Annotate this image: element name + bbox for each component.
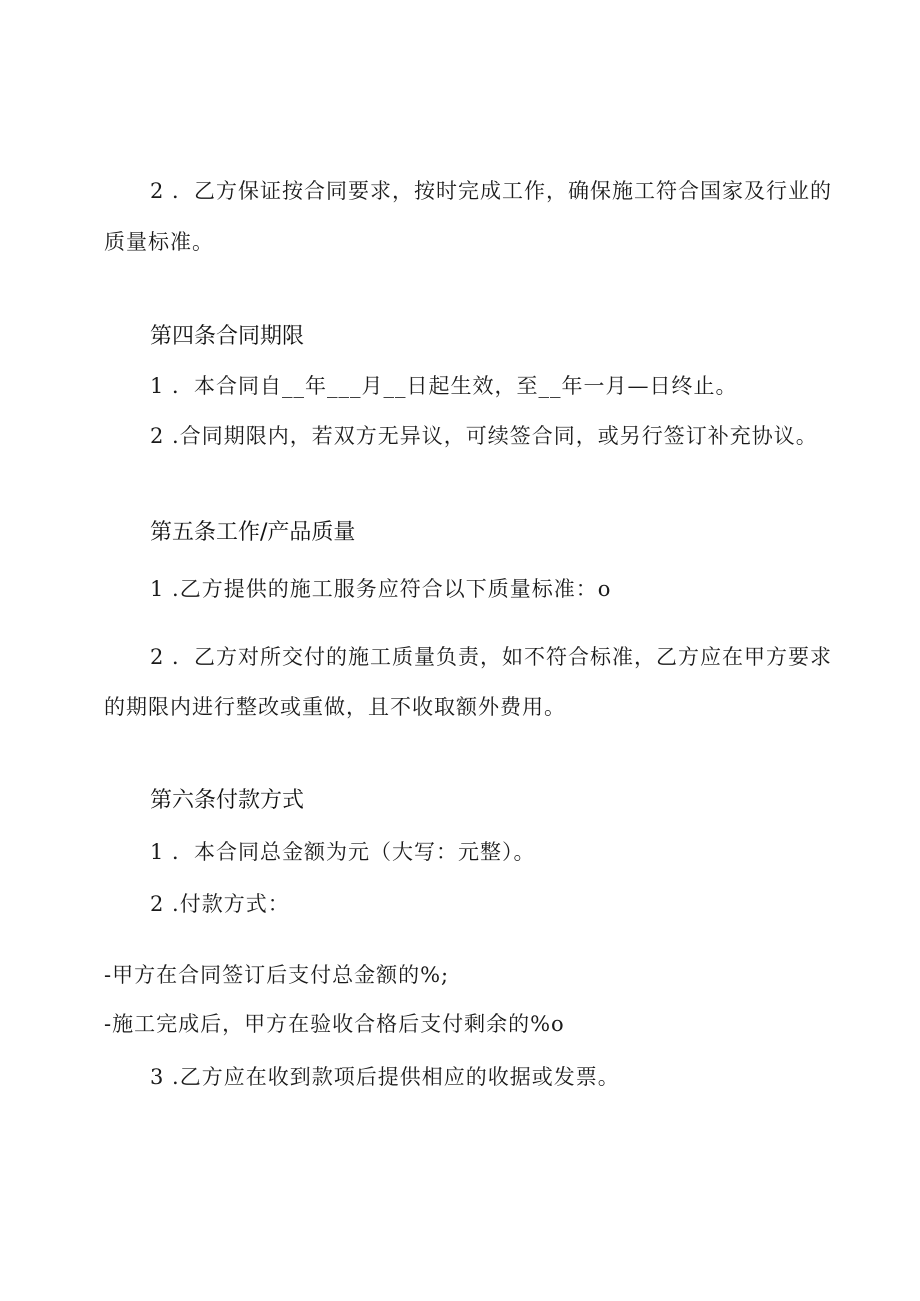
article6-bullet2: -施工完成后，甲方在验收合格后支付剩余的%o [104, 1012, 565, 1036]
article5-heading: 第五条工作/产品质量 [150, 520, 356, 545]
article4-item1: 1 ．本合同自__年___月__日起生效，至__年一月—日终止。 [150, 374, 738, 398]
article6-bullet1: -甲方在合同签订后支付总金额的%; [104, 963, 450, 987]
article4-heading: 第四条合同期限 [150, 324, 305, 349]
article6-item2: 2 .付款方式： [150, 892, 290, 916]
article4-item2: 2 .合同期限内，若双方无异议，可续签合同，或另行签订补充协议。 [150, 424, 818, 448]
article6-heading: 第六条付款方式 [150, 788, 305, 813]
article5-item2-line2: 的期限内进行整改或重做，且不收取额外费用。 [104, 695, 566, 719]
article5-item1: 1 .乙方提供的施工服务应符合以下质量标准：o [150, 577, 612, 601]
article6-item3: 3 .乙方应在收到款项后提供相应的收据或发票。 [150, 1065, 620, 1089]
article3-item2-line2: 质量标准。 [104, 230, 214, 254]
article5-item2-line1: 2 ．乙方对所交付的施工质量负责，如不符合标准，乙方应在甲方要求 [150, 645, 833, 669]
article6-item1: 1 ．本合同总金额为元（大写：元整）。 [150, 840, 536, 864]
article3-item2-line1: 2 ．乙方保证按合同要求，按时完成工作，确保施工符合国家及行业的 [150, 179, 833, 203]
